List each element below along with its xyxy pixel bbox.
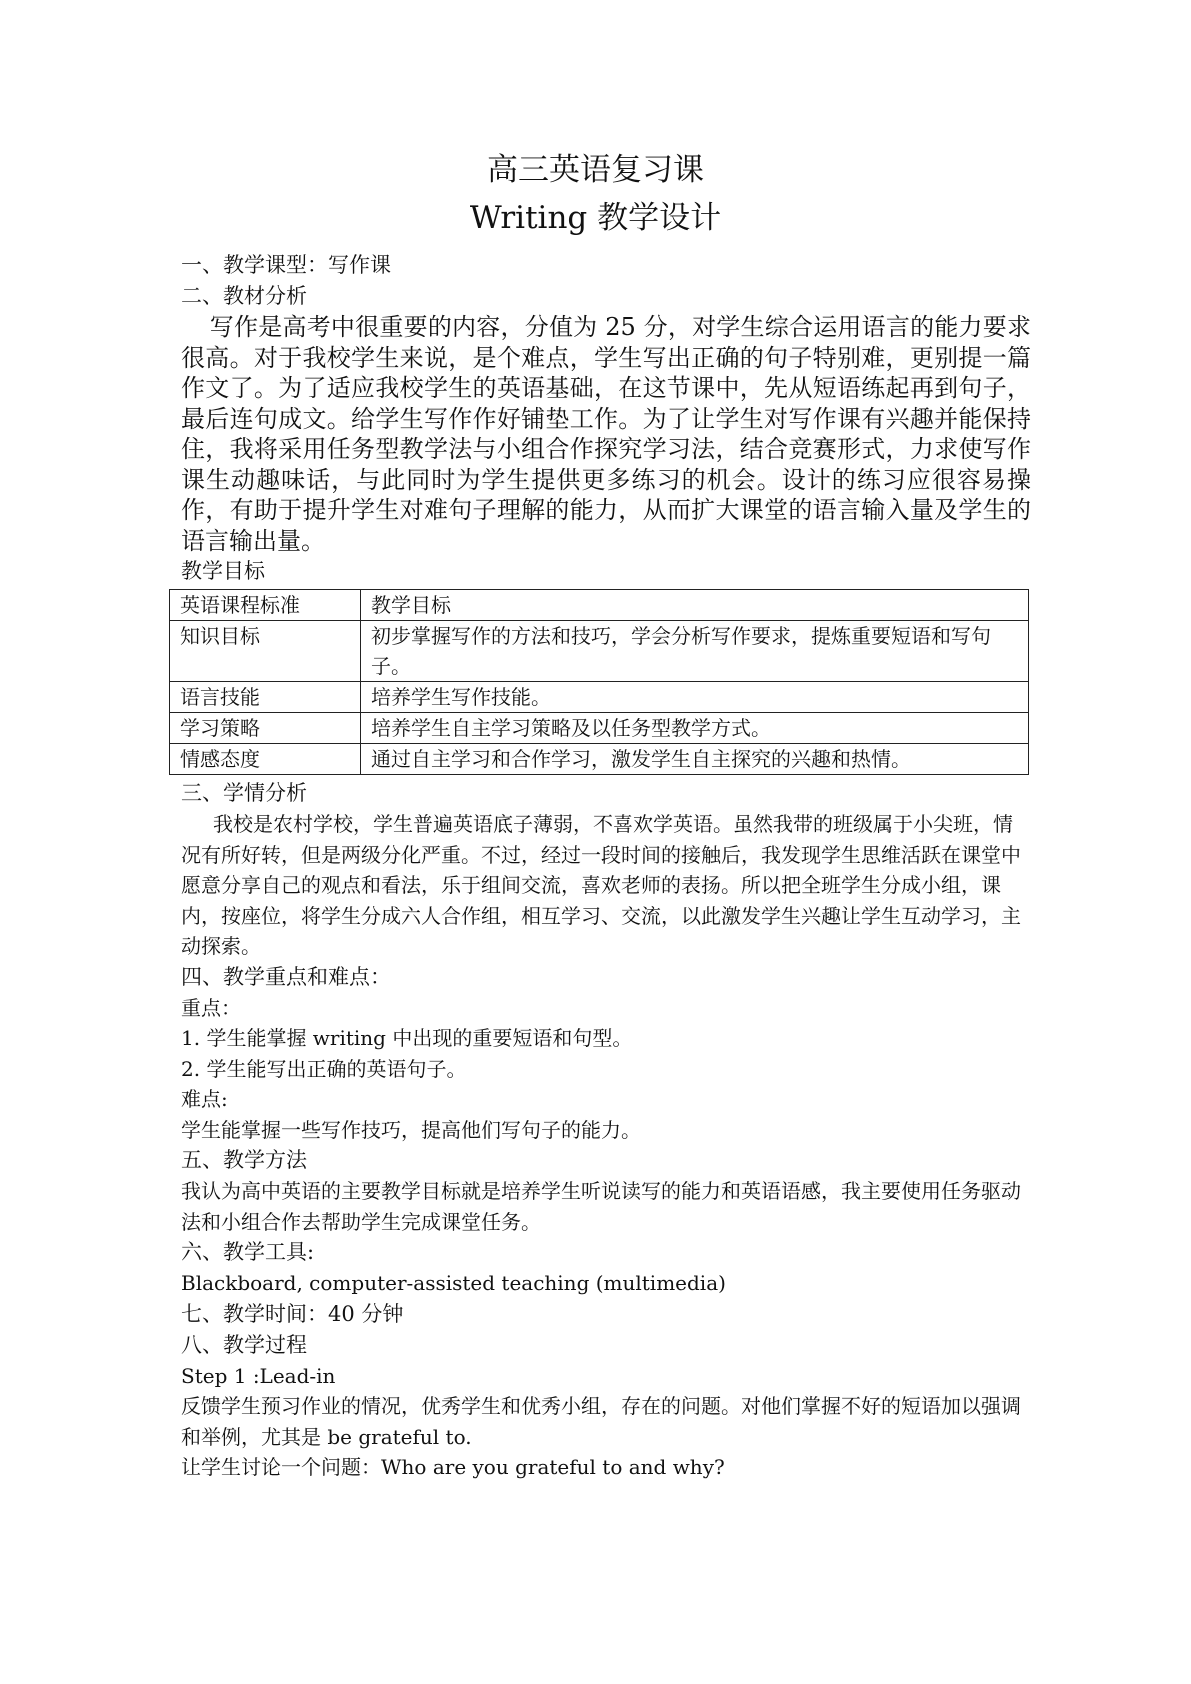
section-6-heading: 六、教学工具: xyxy=(181,1240,315,1264)
section-5-paragraph: 我认为高中英语的主要教学目标就是培养学生听说读写的能力和英语语感，我主要使用任务驱动法和小组合作去帮助学生完成课堂任务。 xyxy=(181,1179,1021,1234)
table-cell: 培养学生写作技能。 xyxy=(361,682,1029,713)
table-cell: 学习策略 xyxy=(170,713,361,744)
table-row xyxy=(170,744,1029,775)
section-6-text: Blackboard, computer-assisted teaching (multimedia) xyxy=(181,1271,726,1295)
document-body xyxy=(181,250,1031,1483)
section-3-paragraph: 我校是农村学校，学生普遍英语底子薄弱，不喜欢学英语。虽然我带的班级属于小尖班，情况有所好转，但是两级分化严重。不过，经过一段时间的接触后，我发现学生思维活跃在课堂中愿意分享自己的观点和看法，乐于组间交流，喜欢老师的表扬。所以把全班学生分成小组，课内，按座位，将学生分成六人合作组，相互学习、交流，以此激发学生兴趣让学生互动学习，主动探索。 xyxy=(181,812,1021,958)
table-header-cell: 英语课程标准 xyxy=(170,590,361,621)
document-title: 高三英语复习课 xyxy=(487,152,704,188)
difficulty-text: 学生能掌握一些写作技巧，提高他们写句子的能力。 xyxy=(181,1117,641,1142)
step-1-heading: Step 1 :Lead-in xyxy=(181,1363,336,1388)
section-1-heading: 一、教学课型：写作课 xyxy=(181,253,391,277)
key-point-item: 2. 学生能写出正确的英语句子。 xyxy=(181,1056,467,1081)
table-row xyxy=(170,621,1029,682)
table-row xyxy=(170,713,1029,744)
table-header-cell: 教学目标 xyxy=(361,590,1029,621)
table-header-row xyxy=(170,590,1029,621)
table-cell: 情感态度 xyxy=(170,744,361,775)
table-cell: 初步掌握写作的方法和技巧，学会分析写作要求，提炼重要短语和写句子。 xyxy=(361,621,1029,682)
step-1-question: 让学生讨论一个问题：Who are you grateful to and why? xyxy=(181,1455,725,1479)
goals-label: 教学目标 xyxy=(181,559,265,583)
key-points-label: 重点： xyxy=(181,995,241,1020)
difficulty-label: 难点: xyxy=(181,1087,228,1111)
table-row xyxy=(170,682,1029,713)
key-point-item: 1. 学生能掌握 writing 中出现的重要短语和句型。 xyxy=(181,1026,633,1050)
table-cell: 语言技能 xyxy=(170,682,361,713)
document-subtitle: Writing 教学设计 xyxy=(469,200,722,236)
table-cell: 培养学生自主学习策略及以任务型教学方式。 xyxy=(361,713,1029,744)
section-3-heading: 三、学情分析 xyxy=(181,781,307,805)
goals-table xyxy=(169,589,1029,775)
section-8-heading: 八、教学过程 xyxy=(181,1332,307,1357)
section-5-heading: 五、教学方法 xyxy=(181,1148,307,1172)
table-cell: 知识目标 xyxy=(170,621,361,682)
table-cell: 通过自主学习和合作学习，激发学生自主探究的兴趣和热情。 xyxy=(361,744,1029,775)
section-7-heading: 七、教学时间：40 分钟 xyxy=(181,1301,404,1326)
section-2-heading: 二、教材分析 xyxy=(181,284,307,308)
step-1-paragraph: 反馈学生预习作业的情况，优秀学生和优秀小组，存在的问题。对他们掌握不好的短语加以强调和举例，尤其是 be grateful to. xyxy=(181,1394,1021,1449)
section-2-paragraph: 写作是高考中很重要的内容，分值为 25 分，对学生综合运用语言的能力要求很高。对于我校学生来说，是个难点，学生写出正确的句子特别难，更别提一篇作文了。为了适应我校学生的英语基础，在这节课中，先从短语练起再到句子，最后连句成文。给学生写作作好铺垫工作。为了让学生对写作课有兴趣并能保持住，我将采用任务型教学法与小组合作探究学习法，结合竞赛形式，力求使写作课生动趣味话，与此同时为学生提供更多练习的机会。设计的练习应很容易操作，有助于提升学生对难句子理解的能力，从而扩大课堂的语言输入量及学生的语言输出量。 xyxy=(181,313,1031,555)
section-4-heading: 四、教学重点和难点： xyxy=(181,964,391,989)
